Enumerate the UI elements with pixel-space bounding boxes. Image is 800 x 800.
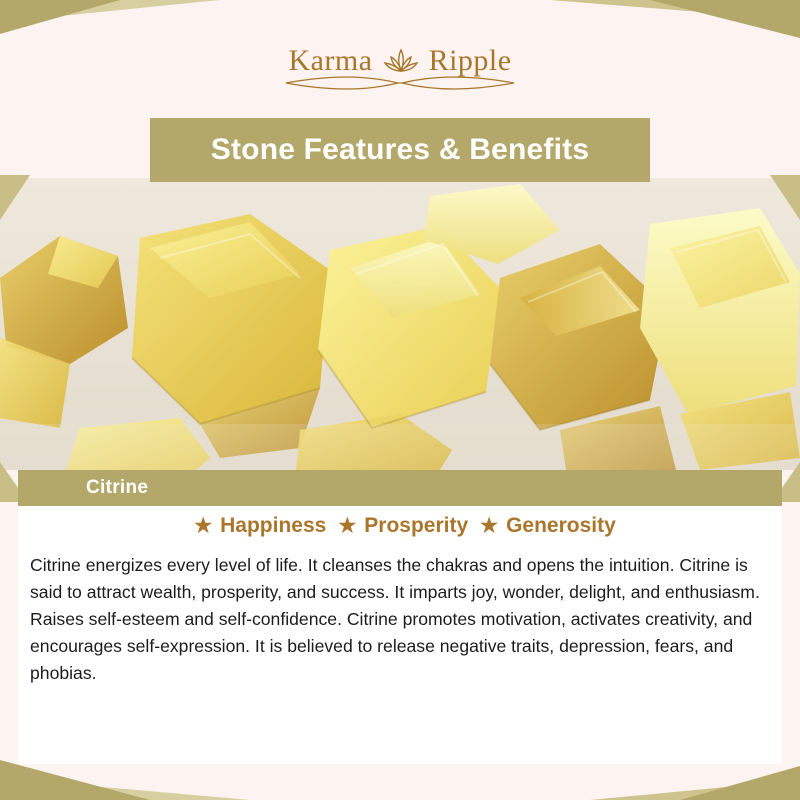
stone-keywords-row bbox=[18, 506, 782, 538]
keyword-label: Prosperity bbox=[364, 514, 469, 537]
brand-word-right: Ripple bbox=[428, 44, 512, 77]
section-title-band bbox=[150, 118, 650, 182]
page-title: Stone Features & Benefits bbox=[210, 133, 590, 166]
star-icon: ★ bbox=[194, 515, 213, 537]
corner-decoration-bottom-right bbox=[680, 766, 800, 800]
stone-description: Citrine energizes every level of life. It cleanses the chakras and opens the intuition. Citrine is said to attract wealth, prosperity, and success. It imparts joy, wonder, delight, and enthusiasm. Raises self-esteem and self-confidence. Citrine promotes motivation, activates creativity, and encourages self-expression. It is believed to release negative traits, depression, fears, and phobias. bbox=[30, 555, 760, 683]
corner-decoration-bottom-left bbox=[0, 760, 150, 800]
stone-name-bar bbox=[18, 470, 782, 506]
stone-name: Citrine bbox=[86, 477, 149, 498]
star-icon: ★ bbox=[480, 515, 499, 537]
lotus-logo-icon bbox=[379, 44, 423, 78]
brand-logo-inner bbox=[288, 44, 511, 78]
corner-decoration-top-right bbox=[650, 0, 800, 38]
keyword-item bbox=[328, 514, 468, 538]
stone-details-card bbox=[18, 506, 782, 764]
side-decoration-right-top bbox=[770, 175, 800, 220]
keyword-item bbox=[470, 514, 616, 538]
corner-decoration-top-left bbox=[0, 0, 120, 34]
keyword-item bbox=[184, 514, 326, 538]
brand-word-left: Karma bbox=[288, 44, 373, 77]
keyword-label: Happiness bbox=[220, 514, 327, 537]
brand-logo bbox=[0, 44, 800, 92]
star-icon: ★ bbox=[338, 515, 357, 537]
keyword-label: Generosity bbox=[506, 514, 616, 537]
citrine-stones-photo bbox=[0, 178, 800, 470]
side-decoration-left-top bbox=[0, 175, 30, 220]
